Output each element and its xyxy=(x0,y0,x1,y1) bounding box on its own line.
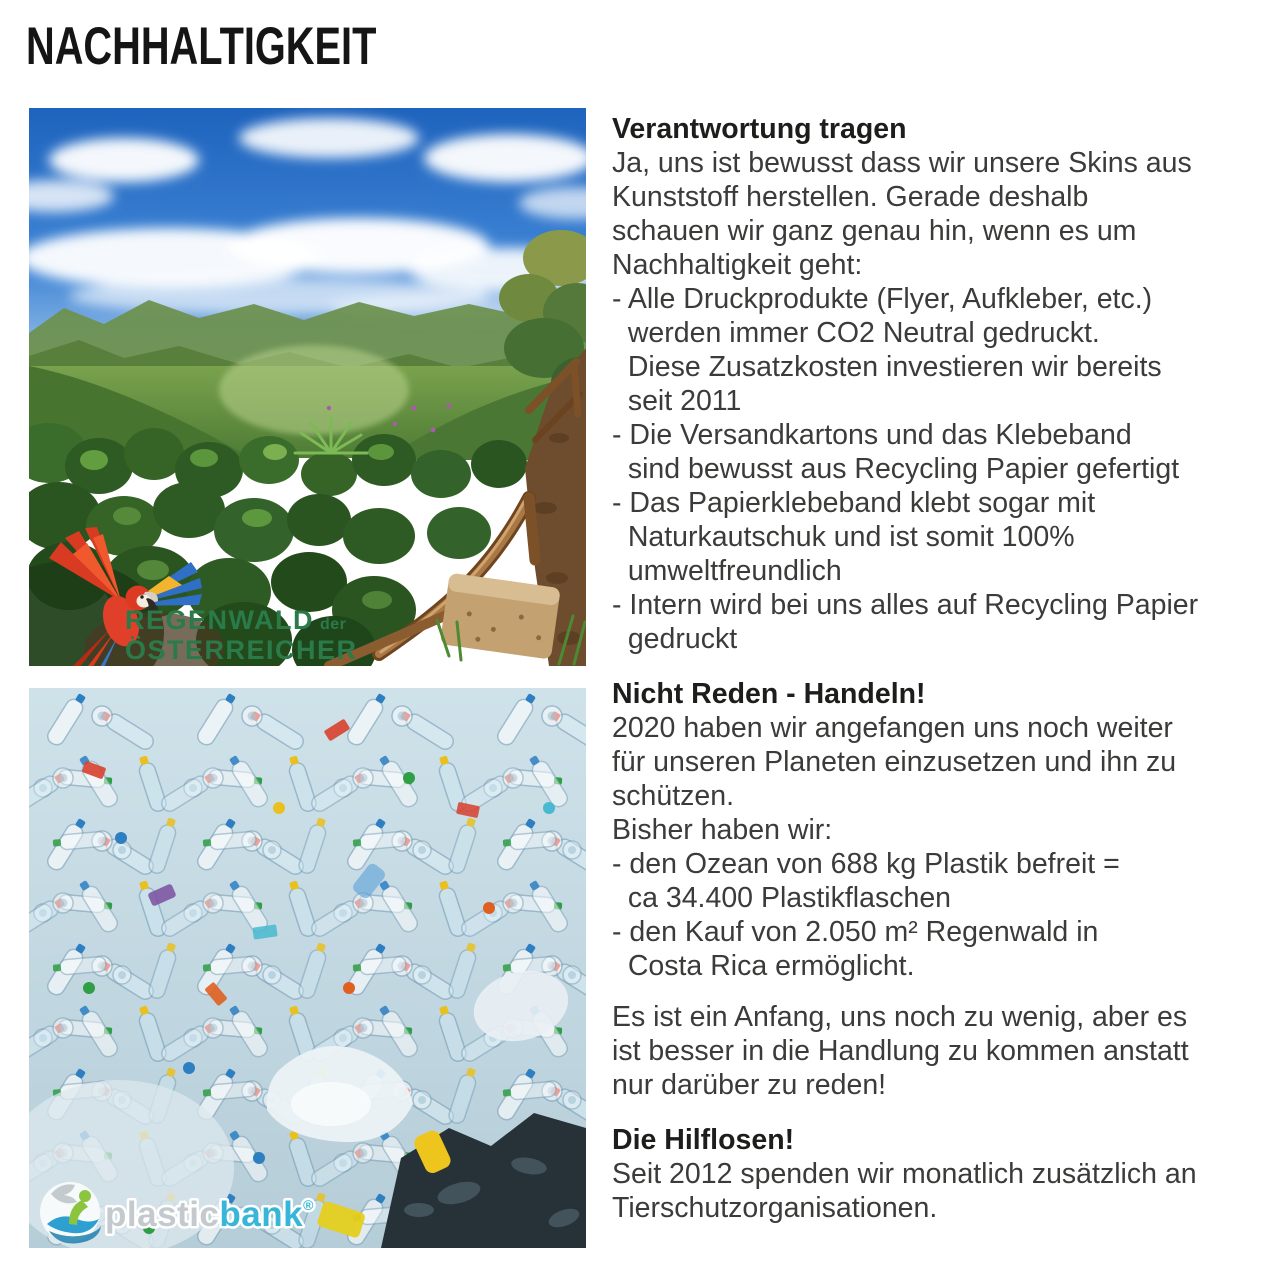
text-line: Nachhaltigkeit geht: xyxy=(612,249,863,281)
text-line: Bisher haben wir: xyxy=(612,814,833,846)
text-line: ca 34.400 Plastikflaschen xyxy=(612,882,952,914)
text-line: werden immer CO2 Neutral gedruckt. xyxy=(612,317,1100,349)
paragraph xyxy=(612,711,1280,983)
section-verantwortung-tragen xyxy=(612,112,1280,656)
text-line: sind bewusst aus Recycling Papier gefertigt xyxy=(612,453,1180,485)
svg-text:ÖSTERREICHER xyxy=(125,635,358,665)
section-die-hilflosen xyxy=(612,1123,1280,1225)
page-title-text: NACHHALTIGKEIT xyxy=(26,17,377,76)
text-line: gedruckt xyxy=(612,623,738,655)
white-bag-highlight xyxy=(291,1082,371,1126)
text-line: Seit 2012 spenden wir monatlich zusätzlich an xyxy=(612,1158,1197,1190)
plasticbank-logo-text xyxy=(105,1195,314,1234)
page-title xyxy=(26,16,493,77)
text-column xyxy=(612,112,1280,1225)
rainforest-photo xyxy=(29,108,586,666)
sunlit-valley xyxy=(219,345,409,435)
text-line: - Intern wird bei uns alles auf Recycling Papier xyxy=(612,589,1199,621)
text-line: umweltfreundlich xyxy=(612,555,842,587)
section-heading: Verantwortung tragen xyxy=(612,113,907,145)
text-line: Naturkautschuk und ist somit 100% xyxy=(612,521,1075,553)
text-line: schützen. xyxy=(612,780,734,812)
section-heading: Nicht Reden - Handeln! xyxy=(612,678,926,710)
plastic-bottles-photo xyxy=(29,688,586,1248)
regenwald-word-small: der xyxy=(320,616,347,633)
paragraph xyxy=(612,146,1280,656)
paragraph xyxy=(612,1000,1280,1102)
text-line: Tierschutzorganisationen. xyxy=(612,1192,938,1224)
text-line: nur darüber zu reden! xyxy=(612,1069,887,1101)
svg-text:REGENWALDder xyxy=(125,605,346,635)
text-line: - den Kauf von 2.050 m² Regenwald in xyxy=(612,916,1099,948)
text-line: - Die Versandkartons und das Klebeband xyxy=(612,419,1132,451)
plasticbank-word-plastic: plastic xyxy=(105,1195,220,1234)
regenwald-word: REGENWALD xyxy=(125,605,314,635)
section-nicht-reden-handeln xyxy=(612,677,1280,1102)
paragraph xyxy=(612,1157,1280,1225)
text-line: ist besser in die Handlung zu kommen anstatt xyxy=(612,1035,1189,1067)
registered-mark: ® xyxy=(303,1197,314,1213)
section-heading: Die Hilflosen! xyxy=(612,1124,795,1156)
text-line: 2020 haben wir angefangen uns noch weiter xyxy=(612,712,1173,744)
text-line: Diese Zusatzkosten investieren wir bereits xyxy=(612,351,1162,383)
text-line: Costa Rica ermöglicht. xyxy=(612,950,915,982)
plastic-illustration xyxy=(29,688,586,1248)
text-line: - Alle Druckprodukte (Flyer, Aufkleber, etc.) xyxy=(612,283,1153,315)
text-line: schauen wir ganz genau hin, wenn es um xyxy=(612,215,1137,247)
text-line: seit 2011 xyxy=(612,385,742,417)
plasticbank-word-bank: bank xyxy=(219,1195,304,1234)
regenwald-logo xyxy=(125,605,358,665)
text-line: Ja, uns ist bewusst dass wir unsere Skins aus xyxy=(612,147,1192,179)
rainforest-illustration xyxy=(29,108,586,666)
oesterreicher-word: ÖSTERREICHER xyxy=(125,635,358,665)
text-line: Kunststoff herstellen. Gerade deshalb xyxy=(612,181,1089,213)
text-line: Es ist ein Anfang, uns noch zu wenig, aber es xyxy=(612,1001,1188,1033)
text-line: - den Ozean von 688 kg Plastik befreit = xyxy=(612,848,1120,880)
text-line: - Das Papierklebeband klebt sogar mit xyxy=(612,487,1096,519)
text-line: für unseren Planeten einzusetzen und ihn zu xyxy=(612,746,1177,778)
